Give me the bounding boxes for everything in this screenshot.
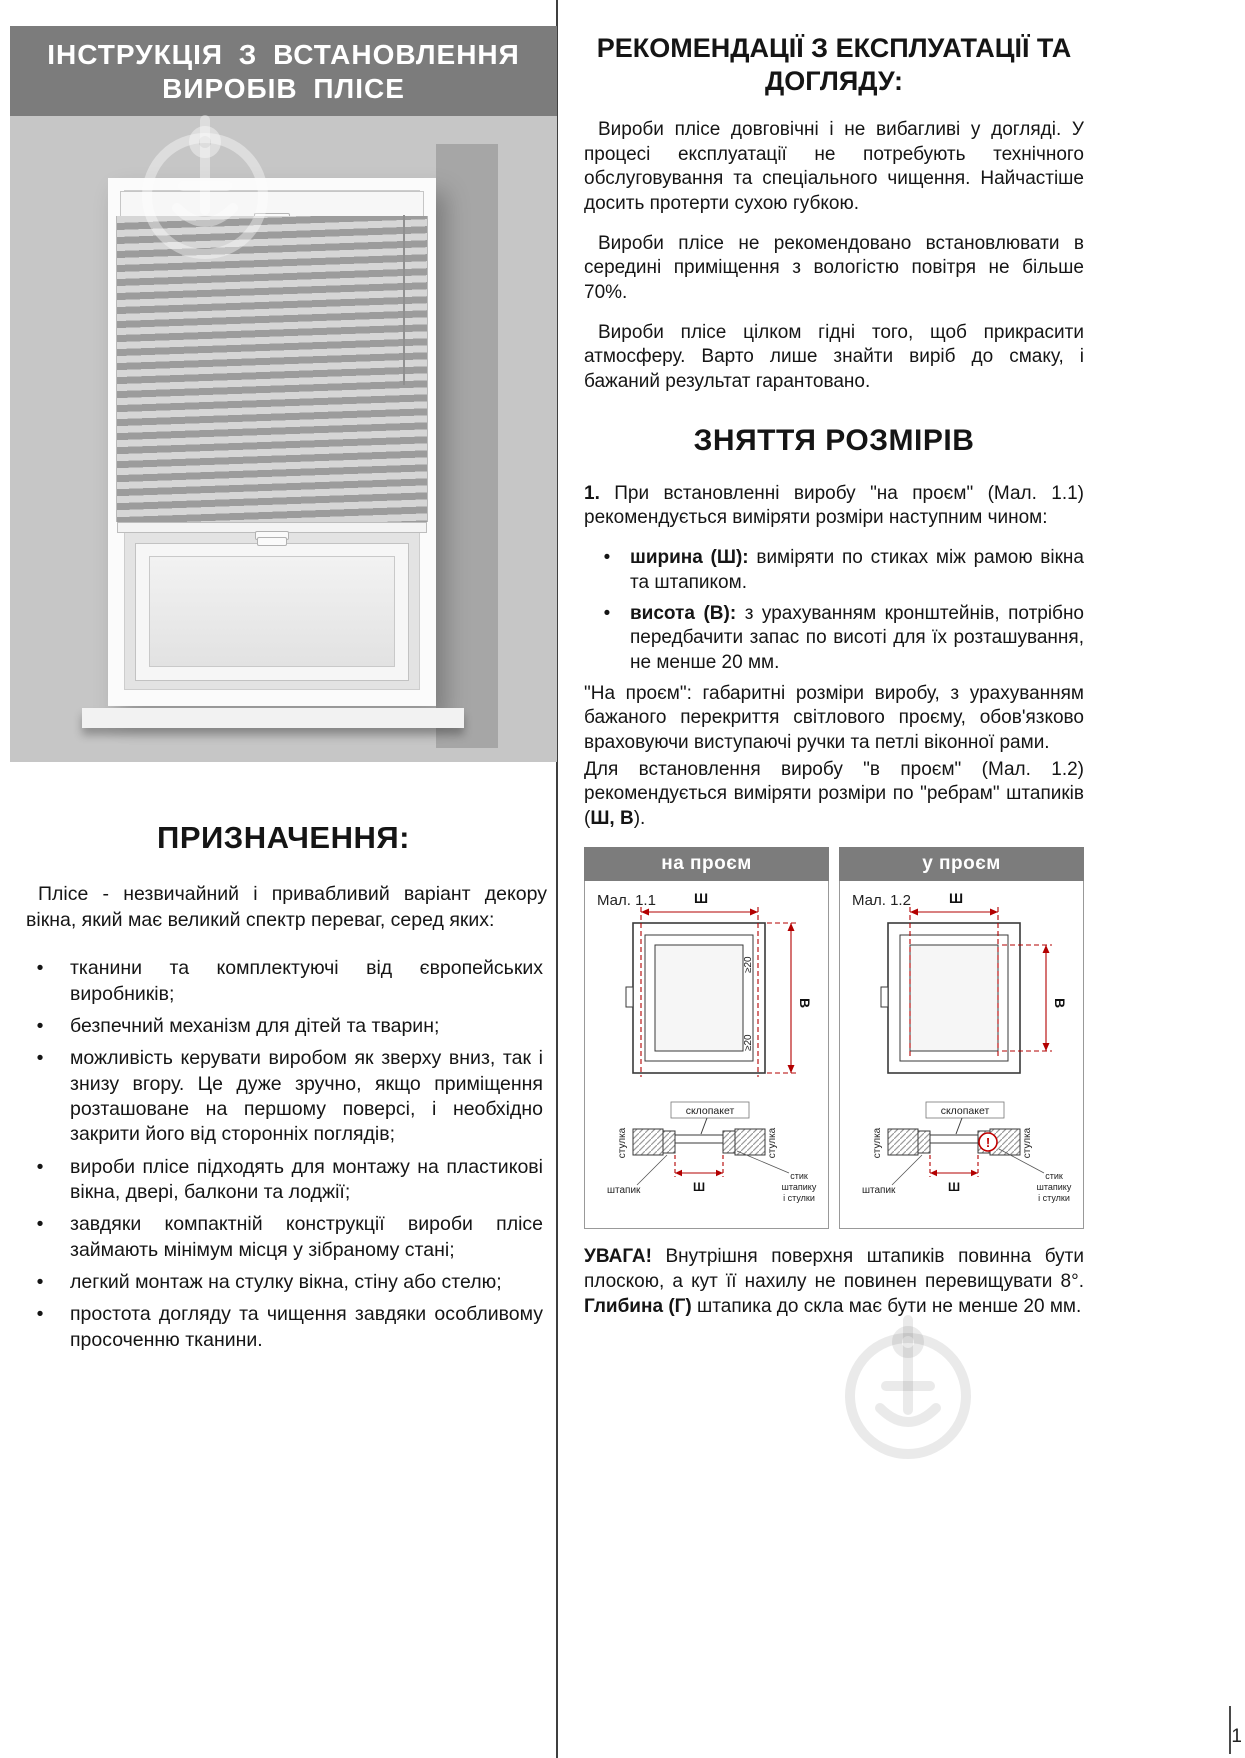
purpose-intro: Плісе - незвичайний і привабливий варіант декору вікна, який має великий спектр переваг, серед яких:	[26, 883, 547, 932]
dim-height-label: В	[1052, 998, 1068, 1009]
joint-label-2: штапику	[1036, 1182, 1072, 1193]
document-title-banner	[10, 26, 557, 116]
list-item	[10, 1302, 553, 1353]
diagram-overlay-mount	[584, 847, 829, 1230]
title-line-1: ІНСТРУКЦІЯ З ВСТАНОВЛЕННЯ	[47, 39, 520, 70]
list-item-text: легкий монтаж на стулку вікна, стіну або стелю;	[70, 1270, 502, 1293]
section-width-label: Ш	[692, 1180, 706, 1195]
joint-warning-icon: !	[985, 1135, 991, 1151]
blind-bottom-rail	[117, 522, 427, 533]
pleated-blind	[116, 216, 428, 522]
list-item	[584, 546, 1084, 595]
care-paragraph-3: Вироби плісе цілком гідні того, щоб прикрасити атмосферу. Варто лише знайти виріб до смаку, і бажаний результат гарантовано.	[584, 321, 1084, 393]
blind-cord	[403, 215, 405, 385]
bullet-icon: •	[603, 602, 611, 624]
note-text-end: ).	[633, 808, 646, 829]
window-frame	[108, 178, 436, 706]
sash-label-right: стулка	[767, 1128, 778, 1159]
window-blind-illustration	[10, 116, 557, 762]
section-width-label: Ш	[947, 1180, 961, 1195]
care-paragraph-2: Вироби плісе не рекомендовано встановлювати в середині приміщення з вологістю повітря не більше 70%.	[584, 232, 1084, 303]
diagram-body	[839, 881, 1084, 1229]
wall-shadow	[436, 144, 498, 748]
measuring-step-1	[584, 482, 1084, 531]
sash-label-left: стулка	[617, 1128, 628, 1159]
bead-label: штапик	[607, 1185, 641, 1197]
purpose-bullet-list	[10, 956, 553, 1353]
measuring-diagrams	[584, 847, 1084, 1230]
term-width-desc: виміряти по стиках між рамою вікна та штапиком.	[630, 547, 1084, 593]
diagram-drawing	[585, 881, 828, 1227]
measuring-note-overlay: "На проєм": габаритні розміри виробу, з урахуванням бажаного перекриття світлового проєму, обов'язково враховуючи виступаючі ручки та петлі віконної рами.	[584, 682, 1084, 753]
watermark-logo	[828, 1312, 988, 1477]
list-item	[10, 1212, 553, 1263]
blind-headrail	[120, 191, 424, 217]
joint-label-3: і стулки	[1038, 1193, 1070, 1204]
joint-label-1: стик	[1045, 1171, 1063, 1182]
diagram-drawing	[840, 881, 1083, 1227]
note-bold: Ш, В	[590, 808, 634, 829]
attention-bold-term: Глибина (Г)	[584, 1295, 692, 1317]
bullet-icon: •	[36, 957, 44, 980]
bullet-icon: •	[36, 1213, 44, 1236]
glazing-label: склопакет	[940, 1105, 990, 1118]
step-number: 1.	[584, 482, 600, 504]
diagram-header: у проєм	[839, 847, 1084, 882]
list-item-text	[630, 546, 1084, 595]
left-column	[10, 26, 557, 1360]
bullet-icon: •	[36, 1155, 44, 1178]
window-sill	[82, 708, 464, 728]
bullet-icon: •	[36, 1303, 44, 1326]
list-item-text: простота догляду та чищення завдяки особливому просоченню тканини.	[70, 1303, 543, 1351]
glazing-label: склопакет	[685, 1105, 735, 1118]
attention-paragraph	[584, 1245, 1084, 1319]
bullet-icon: •	[36, 1014, 44, 1037]
lower-sash	[135, 543, 409, 681]
margin-note-top: ≥20	[743, 956, 754, 974]
diagram-body	[584, 881, 829, 1229]
note-text: Для встановлення виробу "в проєм" (Мал. 1.2) рекомендується виміряти розміри по "ребрам" штапиків (	[584, 758, 1084, 829]
list-item-text: завдяки компактній конструкції вироби плісе займають мінімум місця у зібраному стані;	[70, 1213, 543, 1261]
bead-label: штапик	[862, 1185, 896, 1197]
attention-text-1: Внутрішня поверхня штапиків повинна бути плоскою, а кут її нахилу не повинен перевищувати 8°.	[584, 1246, 1084, 1293]
dim-width-label: Ш	[694, 890, 709, 907]
joint-label-3: і стулки	[783, 1193, 815, 1204]
list-item	[10, 1270, 553, 1295]
diagram-caption: Мал. 1.2	[852, 892, 911, 910]
list-item	[10, 1046, 553, 1147]
bullet-icon: •	[36, 1047, 44, 1070]
diagram-caption: Мал. 1.1	[597, 892, 656, 910]
term-height-desc: з урахуванням кронштейнів, потрібно передбачити запас по висоті для їх розташування, не менше 20 мм.	[630, 602, 1084, 673]
attention-text-2: штапика до скла має бути не менше 20 мм.	[691, 1295, 1082, 1317]
sash-label-left: стулка	[872, 1128, 883, 1159]
bullet-icon: •	[603, 547, 611, 569]
diagram-header: на проєм	[584, 847, 829, 882]
term-height: висота (В):	[630, 602, 737, 624]
title-line-2: ВИРОБІВ ПЛІСЕ	[162, 73, 405, 105]
joint-label-1: стик	[790, 1171, 808, 1182]
list-item	[10, 1014, 553, 1039]
bullet-icon: •	[36, 1270, 44, 1293]
attention-lead: УВАГА!	[584, 1246, 652, 1268]
window-opening	[124, 190, 420, 690]
list-item	[10, 956, 553, 1007]
list-item	[10, 1155, 553, 1206]
right-column	[584, 28, 1084, 1334]
diagram-inside-mount	[839, 847, 1084, 1230]
list-item-text: вироби плісе підходять для монтажу на пластикові вікна, двері, балкони та лоджії;	[70, 1155, 543, 1203]
list-item	[584, 602, 1084, 676]
care-paragraph-1: Вироби плісе довговічні і не вибагливі у догляді. У процесі експлуатації не потребують технічного обслуговування та спеціального чищення. Найчастіше досить протерти сухою губкою.	[584, 118, 1084, 214]
list-item-text: можливість керувати виробом як зверху вниз, так і знизу вгору. Це дуже зручно, якщо приміщення розташоване на першому поверсі, і необхідно закрити його від сторонніх поглядів;	[70, 1047, 543, 1146]
sash-handle	[257, 537, 287, 546]
care-heading: РЕКОМЕНДАЦІЇ З ЕКСПЛУАТАЦІЇ ТА ДОГЛЯДУ:	[596, 33, 1072, 96]
list-item-text: тканини та комплектуючі від європейських виробників;	[70, 957, 543, 1005]
measuring-note-inside	[584, 758, 1084, 832]
list-item-text	[630, 602, 1084, 676]
measuring-heading: ЗНЯТТЯ РОЗМІРІВ	[693, 423, 975, 457]
purpose-heading: ПРИЗНАЧЕННЯ:	[157, 820, 410, 856]
page-number: 1	[1231, 1726, 1242, 1747]
sash-label-right: стулка	[1022, 1128, 1033, 1159]
list-item-text: безпечний механізм для дітей та тварин;	[70, 1014, 440, 1037]
term-width: ширина (Ш):	[630, 547, 749, 569]
margin-note-bottom: ≥20	[743, 1034, 754, 1052]
joint-label-2: штапику	[781, 1182, 817, 1193]
dim-height-label: В	[797, 998, 813, 1009]
window-glass	[149, 556, 395, 667]
dim-width-label: Ш	[949, 890, 964, 907]
step-text: При встановленні виробу "на проєм" (Мал. 1.1) рекомендується виміряти розміри наступним чином:	[584, 482, 1084, 529]
